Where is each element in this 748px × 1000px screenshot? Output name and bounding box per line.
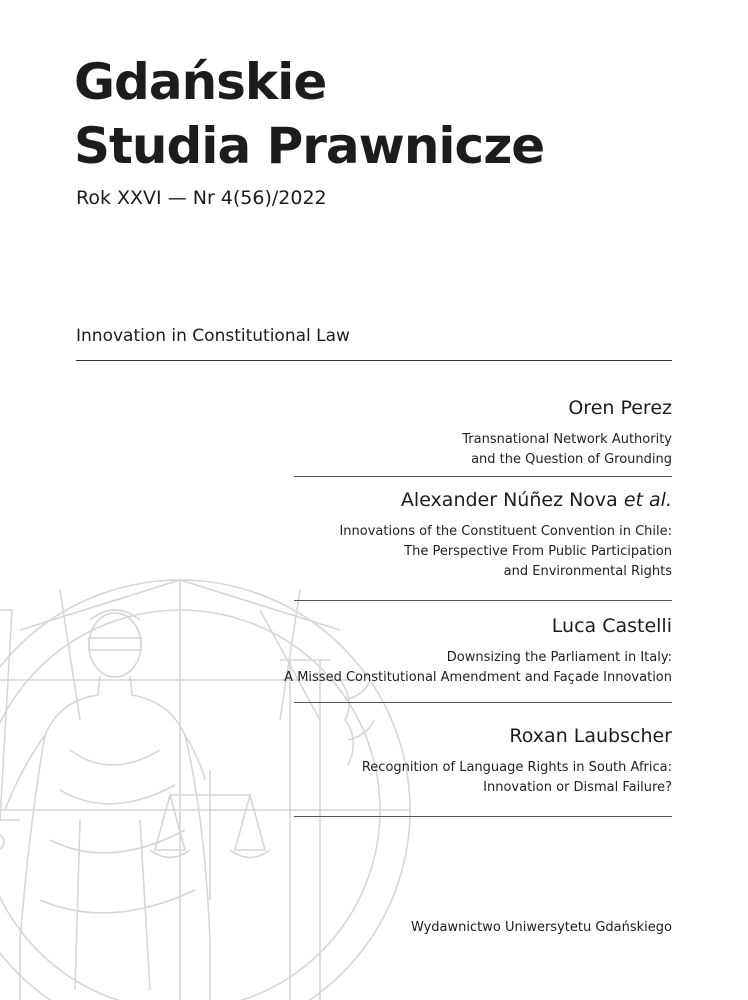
journal-title — [74, 50, 544, 178]
article-title: Downsizing the Parliament in Italy: A Missed Constitutional Amendment and Façade Innovation — [284, 650, 672, 685]
article-title: Recognition of Language Rights in South Africa: Innovation or Dismal Failure? — [361, 760, 672, 795]
article-entry — [284, 614, 672, 688]
article-entry — [362, 724, 672, 798]
article-entry — [339, 488, 672, 582]
article-divider — [294, 600, 672, 601]
article-divider — [294, 816, 672, 817]
theme-divider — [76, 360, 672, 361]
publisher-name: Wydawnictwo Uniwersytetu Gdańskiego — [410, 920, 672, 935]
article-title: Transnational Network Authority and the Question of Grounding — [462, 432, 672, 467]
issue-theme: Innovation in Constitutional Law — [76, 326, 350, 346]
article-divider — [294, 476, 672, 477]
article-author: Luca Castelli — [551, 615, 672, 637]
article-author: Roxan Laubscher — [509, 725, 672, 747]
issue-number: Rok XXVI — Nr 4(56)/2022 — [76, 187, 327, 209]
journal-title-line1: Gdańskie — [74, 53, 327, 111]
article-title: Innovations of the Constituent Convention in Chile: The Perspective From Public Participation and Environmental Rights — [339, 524, 672, 579]
journal-title-line2: Studia Prawnicze — [74, 117, 545, 175]
article-author: Alexander Núñez Nova et al. — [400, 489, 672, 511]
article-author: Oren Perez — [568, 397, 672, 419]
article-divider — [294, 702, 672, 703]
article-entry — [462, 396, 672, 470]
